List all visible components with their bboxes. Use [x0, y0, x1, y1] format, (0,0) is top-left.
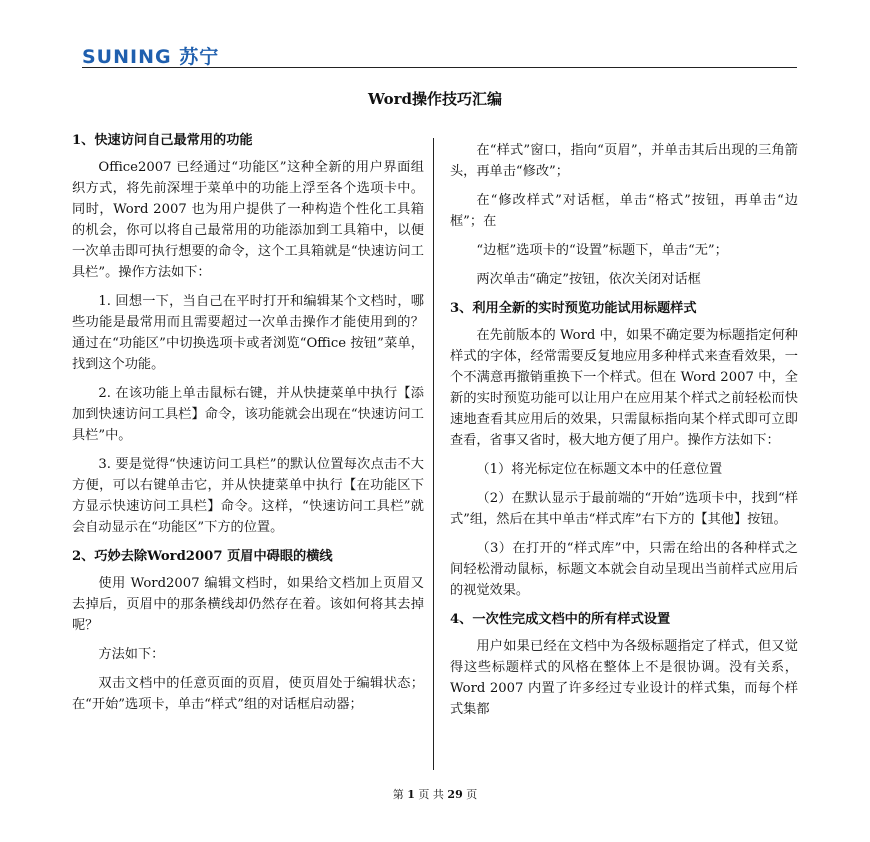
section-heading-3: 3、利用全新的实时预览功能试用标题样式 — [450, 301, 697, 316]
paragraph: 3. 要是觉得“快速访问工具栏”的默认位置每次点击不大方便，可以右键单击它，并从快捷菜单中执行【在功能区下方显示快速访问工具栏】命令。这样，“快速访问工具栏”就会自动显示在“功能区”下方的位置。 — [72, 457, 424, 535]
paragraph: Office2007 已经通过“功能区”这种全新的用户界面组织方式，将先前深埋于菜单中的功能上浮至各个选项卡中。同时，Word 2007 也为用户提供了一种构造个性化工具箱的机会，你可以将自己最常用的功能添加到工具箱中，以便一次单击即可执行想要的命令，这个工具箱就是“快速访问工具栏”。操作方法如下： — [72, 160, 424, 280]
page-total: 29 — [447, 788, 463, 801]
section-heading-4: 4、一次性完成文档中的所有样式设置 — [450, 612, 671, 627]
section-heading-2: 2、巧妙去除Word2007 页眉中碍眼的横线 — [72, 549, 333, 564]
paragraph: 两次单击“确定”按钮，依次关闭对话框 — [476, 272, 701, 287]
left-column — [72, 130, 424, 723]
paragraph: 在“样式”窗口，指向“页眉”，并单击其后出现的三角箭头，再单击“修改”； — [450, 143, 798, 179]
paragraph: 1. 回想一下，当自己在平时打开和编辑某个文档时，哪些功能是最常用而且需要超过一次单击操作才能使用到的？通过在“功能区”中切换选项卡或者浏览“Office 按钮”菜单，找到这个功能。 — [72, 294, 424, 372]
paragraph: 双击文档中的任意页面的页眉，使页眉处于编辑状态；在“开始”选项卡，单击“样式”组的对话框启动器； — [72, 676, 424, 712]
footer-prefix: 第 — [392, 788, 404, 801]
page-footer — [0, 786, 870, 802]
footer-middle: 页 共 — [418, 788, 444, 801]
paragraph: （2）在默认显示于最前端的“开始”选项卡中，找到“样式”组，然后在其中单击“样式库”右下方的【其他】按钮。 — [450, 491, 798, 527]
column-divider — [433, 138, 434, 770]
suning-logo: SUNING 苏宁 — [82, 46, 220, 68]
document-title: Word操作技巧汇编 — [367, 90, 503, 108]
paragraph: 在“修改样式”对话框，单击“格式”按钮，再单击“边框”；在 — [450, 193, 798, 229]
paragraph: “边框”选项卡的“设置”标题下，单击“无”； — [476, 243, 728, 258]
right-column — [450, 140, 798, 728]
paragraph: （1）将光标定位在标题文本中的任意位置 — [476, 462, 723, 477]
section-heading-1: 1、快速访问自己最常用的功能 — [72, 133, 253, 148]
paragraph: 2. 在该功能上单击鼠标右键，并从快捷菜单中执行【添加到快速访问工具栏】命令，该功能就会出现在“快速访问工具栏”中。 — [72, 386, 424, 443]
paragraph: 使用 Word2007 编辑文档时，如果给文档加上页眉又去掉后，页眉中的那条横线却仍然存在着。该如何将其去掉呢？ — [72, 576, 424, 633]
page-number: 1 — [407, 788, 415, 801]
footer-suffix: 页 — [466, 788, 478, 801]
paragraph: （3）在打开的“样式库”中，只需在给出的各种样式之间轻松滑动鼠标，标题文本就会自动呈现出当前样式应用后的视觉效果。 — [450, 541, 798, 598]
paragraph: 方法如下： — [98, 647, 165, 662]
page-header — [82, 40, 797, 70]
paragraph: 用户如果已经在文档中为各级标题指定了样式，但又觉得这些标题样式的风格在整体上不是很协调。没有关系，Word 2007 内置了许多经过专业设计的样式集，而每个样式集都 — [450, 639, 798, 717]
header-rule — [82, 67, 797, 68]
paragraph: 在先前版本的 Word 中，如果不确定要为标题指定何种样式的字体，经常需要反复地应用多种样式来查看效果，一个不满意再撤销重换下一个样式。但在 Word 2007 中，全新的实时预览功能可以让用户在应用某个样式之前轻松而快速地查看其应用后的效果，只需鼠标指向某个样式即可立即查看，省事又省时，极大地方便了用户。操作方法如下： — [450, 328, 798, 448]
